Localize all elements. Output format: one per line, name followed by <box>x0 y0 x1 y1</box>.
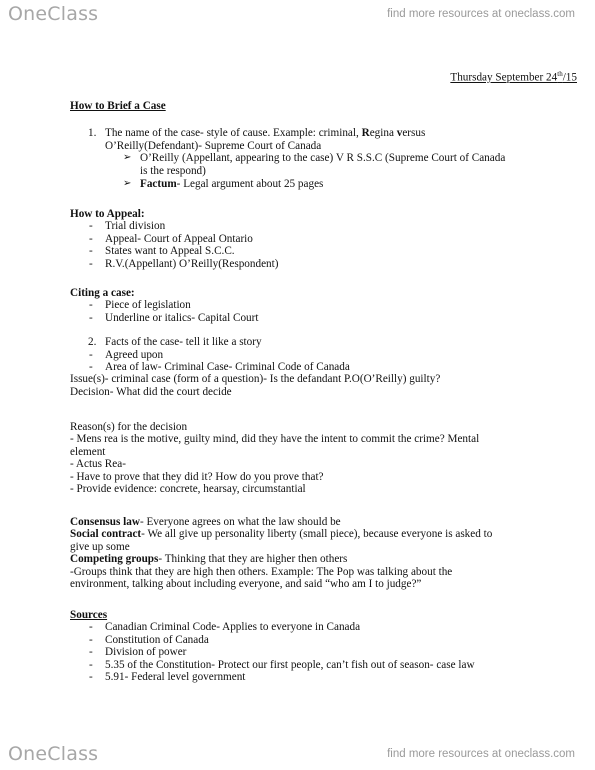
brief-item-1: 1. The name of the case- style of cause. Example: criminal, Regina versus O’Reilly(Defendant)- Supreme Court of Canada <box>88 127 426 152</box>
list-item: - Area of law- Criminal Case- Criminal Code of Canada <box>70 361 575 373</box>
appeal-heading: How to Appeal: <box>70 208 145 220</box>
list-item: - 5.35 of the Constitution- Protect our first people, can’t fish out of season- case law <box>70 659 575 671</box>
brief-heading: How to Brief a Case <box>70 100 166 112</box>
logo-suffix: Class <box>47 743 99 765</box>
logo-suffix: Class <box>47 3 99 25</box>
sources-list <box>70 621 575 683</box>
arrow-bullet-icon: ➢ <box>123 152 132 164</box>
list-item: - 5.91- Federal level government <box>70 671 575 683</box>
site-link[interactable]: find more resources at oneclass.com <box>387 8 575 20</box>
list-item: - States want to Appeal S.C.C. <box>70 245 278 257</box>
citing-section <box>70 287 575 398</box>
oneclass-logo[interactable] <box>8 3 98 25</box>
issue-line: Issue(s)- criminal case (form of a question)- Is the defandant P.O(O’Reilly) guilty? <box>70 373 441 386</box>
list-item: - Agreed upon <box>70 349 575 361</box>
document-date: Thursday September 24th/15 <box>450 70 577 84</box>
appeal-section <box>70 208 278 270</box>
concepts-section: Consensus law- Everyone agrees on what the law should be Social contract- We all give up personality liberty (small piece), because everyone is asked to give up some Competing groups- Thinking that they are higher then others -Groups think that they are high then others. Example: The Pop was talking about the environment, talking about including everyone, and said “who am I to judge?” <box>70 516 493 591</box>
citing-list-2 <box>70 349 575 374</box>
appeal-list <box>70 220 278 270</box>
list-item: - Constitution of Canada <box>70 634 575 646</box>
arrow-item-1: ➢ O’Reilly (Appellant, appearing to the case) V R S.S.C (Supreme Court of Canada is the respond) <box>123 152 506 177</box>
list-item: - Underline or italics- Capital Court <box>70 312 575 324</box>
arrow-item-2: ➢ Factum- Legal argument about 25 pages <box>123 178 324 191</box>
sources-heading: Sources <box>70 609 108 621</box>
citing-item-2: 2. Facts of the case- tell it like a story <box>88 336 262 349</box>
logo-prefix: One <box>8 3 48 25</box>
list-item: - Canadian Criminal Code- Applies to everyone in Canada <box>70 621 575 633</box>
list-item: - Division of power <box>70 646 575 658</box>
brief-arrow-list <box>70 152 575 190</box>
brief-section <box>70 100 575 190</box>
arrow-bullet-icon: ➢ <box>123 178 132 190</box>
oneclass-logo[interactable] <box>8 743 98 765</box>
list-item: - R.V.(Appellant) O’Reilly(Respondent) <box>70 258 278 270</box>
citing-list <box>70 299 575 324</box>
list-item: - Trial division <box>70 220 278 232</box>
page-header <box>0 0 595 30</box>
list-item: - Piece of legislation <box>70 299 575 311</box>
reasons-section: Reason(s) for the decision - Mens rea is the motive, guilty mind, did they have the intent to commit the crime? Mental element - Actus Rea- - Have to prove that they did it? How do you prove that? - Provide evidence: concrete, hearsay, circumstantial <box>70 421 480 496</box>
sources-section <box>70 609 575 683</box>
list-item: - Appeal- Court of Appeal Ontario <box>70 233 278 245</box>
site-link[interactable]: find more resources at oneclass.com <box>387 748 575 760</box>
decision-line: Decision- What did the court decide <box>70 385 232 398</box>
citing-heading: Citing a case: <box>70 287 135 299</box>
logo-prefix: One <box>8 743 48 765</box>
page-footer <box>0 737 595 770</box>
